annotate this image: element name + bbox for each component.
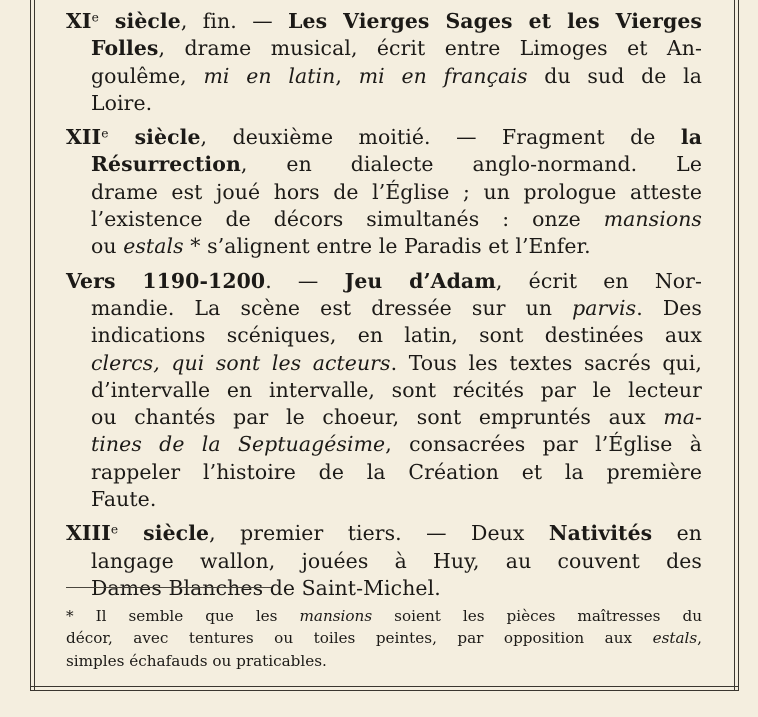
bold-text: Résurrection (91, 152, 241, 177)
plain-text: ou chantés par le choeur, sont empruntés aux (91, 405, 664, 430)
text-line (66, 605, 702, 627)
text-line (66, 268, 702, 295)
bold-text: Vers 1190-1200 (66, 268, 266, 293)
chronology-entries (66, 8, 702, 609)
bold-text: Jeu d’Adam (344, 268, 496, 293)
plain-text: , (697, 629, 702, 648)
plain-text: , consacrées par l’Église à (385, 432, 702, 457)
plain-text: Dames Blanches de Saint-Michel. (91, 575, 441, 600)
superscript: e (110, 522, 119, 537)
bold-text: XIII (66, 521, 111, 546)
plain-text: * Il semble que les (66, 607, 300, 625)
text-line (66, 459, 702, 486)
plain-text: décor, avec tentures ou toiles peintes, par opposition aux (66, 629, 653, 648)
italic-text: mansions (603, 207, 702, 232)
plain-text: . Des (636, 295, 702, 320)
plain-text: goulême, (91, 63, 204, 88)
text-line (66, 650, 702, 672)
text-line (66, 8, 702, 35)
bottom-double-rule (30, 686, 739, 691)
plain-text: d’intervalle en intervalle, sont récités par le lecteur (91, 377, 702, 402)
text-line (66, 575, 702, 602)
text-line (66, 233, 702, 260)
plain-text: Faute. (91, 487, 157, 512)
text-line (66, 520, 702, 547)
italic-text: tines de la Septuagésime (91, 432, 386, 457)
text-line (66, 350, 702, 377)
text-line (66, 404, 702, 431)
plain-text: du sud de la (527, 63, 702, 88)
bold-text: Les Vierges Sages et les Vierges (288, 9, 702, 33)
plain-text: mandie. La scène est dressée sur un (91, 295, 573, 320)
footnote-separator (66, 587, 271, 588)
italic-text: mi en latin (203, 63, 336, 88)
footnote (66, 605, 702, 672)
chronology-entry (66, 8, 702, 117)
chronology-entry (66, 124, 702, 260)
plain-text: , fin. — (180, 9, 289, 33)
plain-text: * s’alignent entre le Paradis et l’Enfer. (183, 234, 591, 259)
plain-text: , en dialecte anglo-normand. Le (240, 152, 702, 177)
text-line (66, 124, 702, 151)
plain-text: Loire. (91, 90, 153, 115)
bold-text: XII (66, 125, 102, 150)
plain-text: , drame musical, écrit entre Limoges et An- (158, 36, 702, 61)
plain-text: simples échafauds ou praticables. (66, 651, 327, 670)
italic-text: estals (652, 629, 698, 648)
plain-text: rappeler l’histoire de la Création et la première (91, 459, 702, 484)
italic-text: ma- (663, 405, 702, 430)
bold-text: Folles (91, 36, 159, 61)
plain-text: langage wallon, jouées à Huy, au couvent des (91, 548, 702, 573)
plain-text: , (335, 63, 359, 88)
text-line (66, 548, 702, 575)
plain-text: , premier tiers. — Deux (209, 521, 549, 546)
plain-text: . — (265, 268, 345, 293)
text-line (66, 90, 702, 117)
plain-text: en (652, 521, 703, 546)
chronology-entry (66, 268, 702, 514)
italic-text: clercs, qui sont les acteurs (91, 350, 391, 375)
plain-text: drame est joué hors de l’Église ; un prologue atteste (91, 179, 702, 204)
text-line (66, 486, 702, 513)
plain-text: , deuxième moitié. — Fragment de (200, 125, 681, 150)
plain-text: . Tous les textes sacrés qui, (390, 350, 702, 375)
plain-text: indications scéniques, en latin, sont destinées aux (91, 323, 702, 348)
text-line (66, 295, 702, 322)
bold-text: XI (66, 9, 92, 33)
text-line (66, 151, 702, 178)
plain-text: soient les pièces maîtresses du (372, 607, 702, 625)
text-line (66, 431, 702, 458)
bold-text: siècle (118, 521, 210, 546)
italic-text: mi en français (358, 63, 528, 88)
superscript: e (101, 126, 109, 141)
italic-text: estals (123, 234, 184, 259)
text-line (66, 179, 702, 206)
superscript: e (91, 10, 99, 25)
bold-text: siècle (98, 9, 181, 33)
left-double-rule (30, 0, 35, 690)
text-line (66, 35, 702, 62)
text-line (66, 63, 702, 90)
bold-text: la (680, 125, 703, 150)
text-line (66, 206, 702, 233)
plain-text: , écrit en Nor- (495, 268, 702, 293)
right-double-rule (734, 0, 739, 690)
text-line (66, 627, 702, 649)
bold-text: Nativités (548, 521, 653, 546)
chronology-entry (66, 520, 702, 602)
text-line (66, 377, 702, 404)
plain-text: l’existence de décors simultanés : onze (91, 207, 604, 232)
italic-text: mansions (299, 607, 373, 625)
bold-text: siècle (108, 125, 201, 150)
text-line (66, 322, 702, 349)
italic-text: parvis (572, 295, 637, 320)
plain-text: ou (91, 234, 124, 259)
